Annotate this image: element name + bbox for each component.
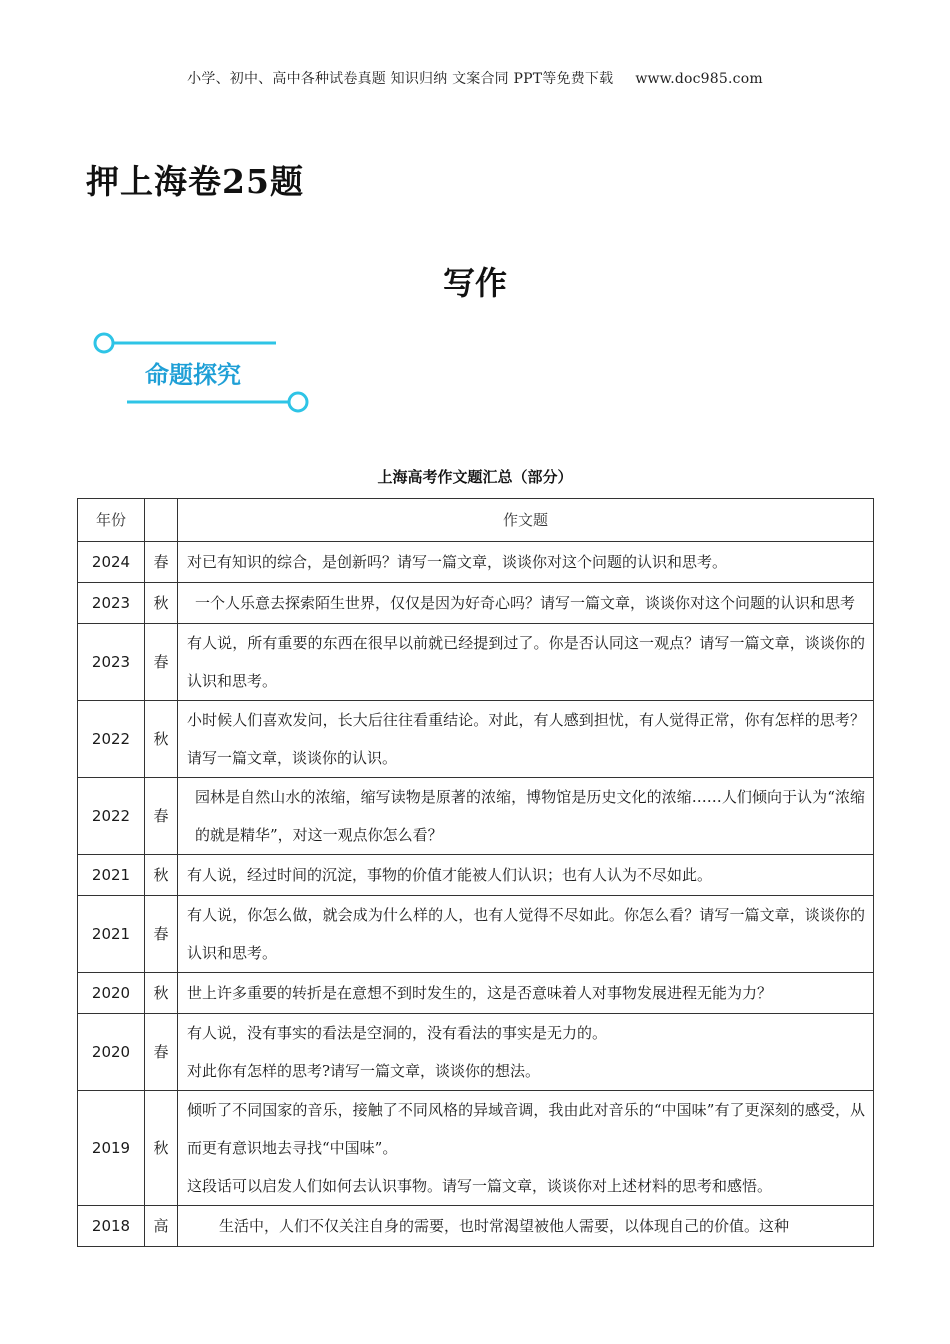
header-season <box>145 499 178 542</box>
header-topic: 作文题 <box>178 499 874 542</box>
cell-topic <box>178 778 874 855</box>
cell-season: 秋 <box>145 701 178 778</box>
header-year: 年份 <box>78 499 145 542</box>
topic-text: 有人说，所有重要的东西在很早以前就已经提到过了。你是否认同这一观点？请写一篇文章，谈谈你的认识和思考。 <box>187 634 865 690</box>
badge-top-circle-icon <box>95 334 113 352</box>
cell-season: 春 <box>145 778 178 855</box>
title-prefix: 押上海卷 <box>86 162 222 201</box>
cell-year: 2023 <box>78 624 145 701</box>
table-row <box>78 624 874 701</box>
table-row <box>78 583 874 624</box>
topic-text: 世上许多重要的转折是在意想不到时发生的，这是否意味着人对事物发展进程无能为力？ <box>187 984 773 1002</box>
topic-text: 一个人乐意去探索陌生世界，仅仅是因为好奇心吗？请写一篇文章，谈谈你对这个问题的认识和思考 <box>195 594 856 612</box>
table-row <box>78 855 874 896</box>
header-url[interactable]: www.doc985.com <box>635 71 763 87</box>
table-row <box>78 896 874 973</box>
cell-topic <box>178 624 874 701</box>
cell-year: 2022 <box>78 701 145 778</box>
table-row <box>78 778 874 855</box>
cell-season: 春 <box>145 1014 178 1091</box>
cell-season: 春 <box>145 624 178 701</box>
table-row <box>78 701 874 778</box>
topic-text: 生活中，人们不仅关注自身的需要，也时常渴望被他人需要，以体现自己的价值。这种 <box>219 1217 790 1235</box>
cell-topic <box>178 1091 874 1206</box>
table-row <box>78 1206 874 1247</box>
badge-bottom-circle-icon <box>289 393 307 411</box>
cell-season: 秋 <box>145 583 178 624</box>
cell-topic <box>178 1206 874 1247</box>
cell-season: 春 <box>145 542 178 583</box>
cell-year: 2024 <box>78 542 145 583</box>
title-suffix: 题 <box>269 162 304 201</box>
cell-year: 2019 <box>78 1091 145 1206</box>
cell-topic <box>178 542 874 583</box>
essay-topics-table <box>77 498 874 1247</box>
cell-topic <box>178 583 874 624</box>
table-row <box>78 973 874 1014</box>
cell-year: 2021 <box>78 896 145 973</box>
cell-year: 2018 <box>78 1206 145 1247</box>
badge-label: 命题探究 <box>145 361 241 389</box>
topic-text: 有人说，没有事实的看法是空洞的，没有看法的事实是无力的。 <box>187 1024 608 1042</box>
cell-year: 2020 <box>78 973 145 1014</box>
table-caption: 上海高考作文题汇总（部分） <box>377 468 573 486</box>
table-row <box>78 1091 874 1206</box>
section-title: 写作 <box>442 264 507 302</box>
cell-topic <box>178 973 874 1014</box>
topic-text: 园林是自然山水的浓缩，缩写读物是原著的浓缩，博物馆是历史文化的浓缩……人们倾向于认为“浓缩的就是精华”，对这一观点你怎么看？ <box>195 788 865 844</box>
cell-year: 2022 <box>78 778 145 855</box>
table-row <box>78 1014 874 1091</box>
document-title <box>86 156 304 203</box>
cell-topic <box>178 1014 874 1091</box>
cell-season: 高 <box>145 1206 178 1247</box>
cell-topic <box>178 896 874 973</box>
topic-text: 这段话可以启发人们如何去认识事物。请写一篇文章，谈谈你对上述材料的思考和感悟。 <box>187 1177 773 1195</box>
cell-season: 秋 <box>145 1091 178 1206</box>
cell-year: 2021 <box>78 855 145 896</box>
topic-text: 倾听了不同国家的音乐，接触了不同风格的异域音调，我由此对音乐的“中国味”有了更深刻的感受，从而更有意识地去寻找“中国味”。 <box>187 1101 865 1157</box>
topic-text: 对已有知识的综合，是创新吗？请写一篇文章，谈谈你对这个问题的认识和思考。 <box>187 553 728 571</box>
cell-season: 春 <box>145 896 178 973</box>
cell-year: 2020 <box>78 1014 145 1091</box>
page-header <box>0 68 950 88</box>
table-header-row <box>78 499 874 542</box>
header-text: 小学、初中、高中各种试卷真题 知识归纳 文案合同 PPT等免费下载 <box>187 71 614 87</box>
cell-season: 秋 <box>145 855 178 896</box>
topic-text: 小时候人们喜欢发问，长大后往往看重结论。对此，有人感到担忧，有人觉得正常，你有怎样的思考？请写一篇文章，谈谈你的认识。 <box>187 711 865 767</box>
title-number: 25 <box>222 162 270 201</box>
table-row <box>78 542 874 583</box>
cell-season: 秋 <box>145 973 178 1014</box>
topic-text: 有人说，经过时间的沉淀，事物的价值才能被人们认识；也有人认为不尽如此。 <box>187 866 713 884</box>
section-badge <box>90 325 320 420</box>
topic-text: 有人说，你怎么做，就会成为什么样的人，也有人觉得不尽如此。你怎么看？请写一篇文章，谈谈你的认识和思考。 <box>187 906 865 962</box>
topic-text: 对此你有怎样的思考?请写一篇文章，谈谈你的想法。 <box>187 1062 541 1080</box>
cell-topic <box>178 701 874 778</box>
cell-year: 2023 <box>78 583 145 624</box>
cell-topic <box>178 855 874 896</box>
